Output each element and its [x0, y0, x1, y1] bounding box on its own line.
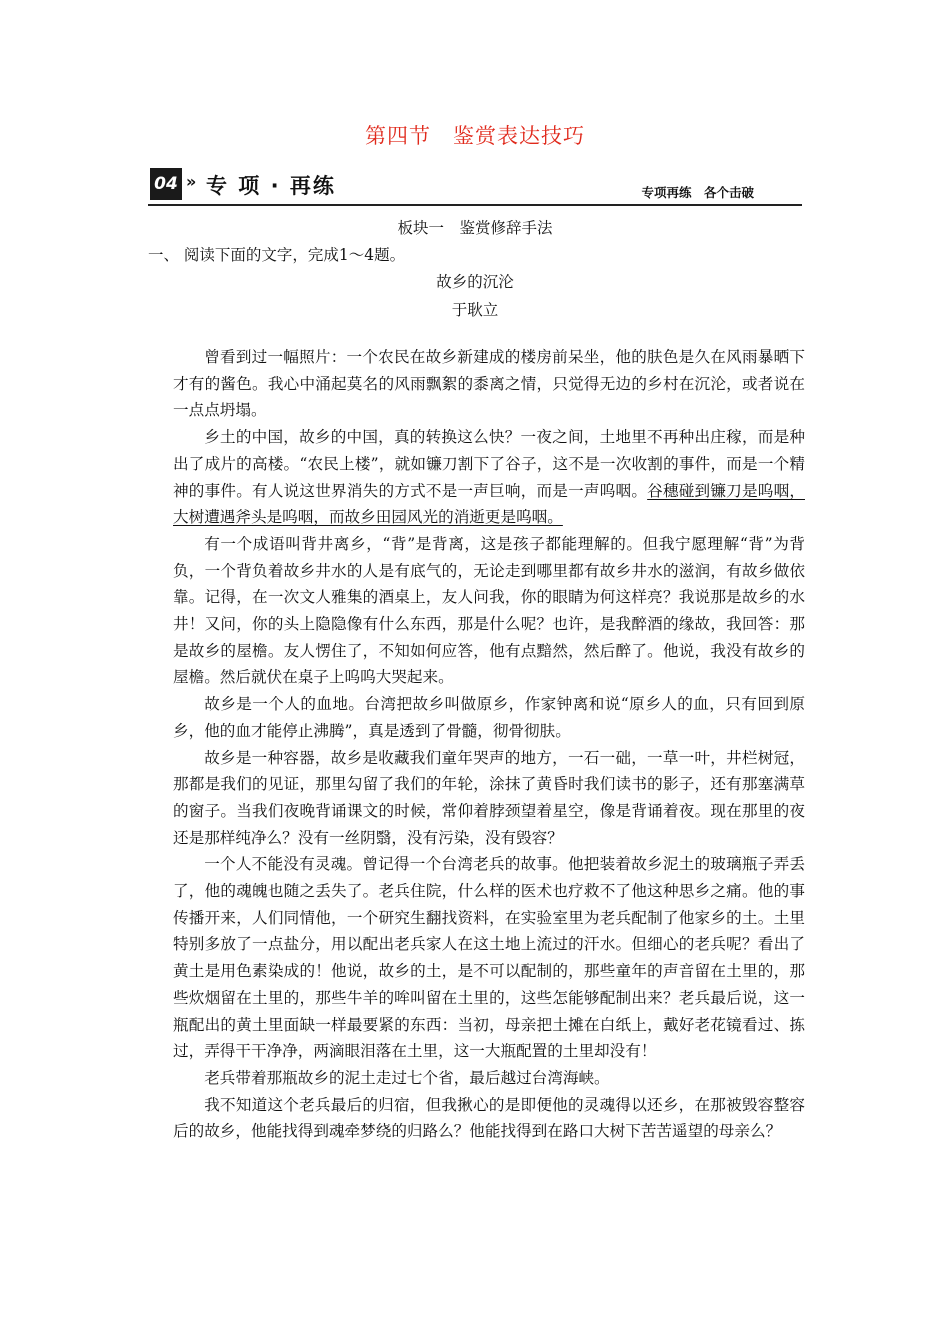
paragraph-2	[173, 424, 805, 531]
paragraph-5: 故乡是一种容器，故乡是收藏我们童年哭声的地方，一石一础，一草一叶，井栏树冠，那都是我们的见证，那里勾留了我们的年轮，涂抹了黄昏时我们读书的影子，还有那塞满草的窗子。当我们夜晚背诵课文的时候，常仰着脖颈望着星空，像是背诵着夜。现在那里的夜还是那样纯净么？没有一丝阴翳，没有污染，没有毁容？	[173, 748, 805, 847]
article-author: 于耿立	[451, 301, 499, 319]
paragraph-7: 老兵带着那瓶故乡的泥土走过七个省，最后越过台湾海峡。	[204, 1068, 610, 1087]
chevron-right-icon: »	[186, 172, 197, 191]
section-banner	[148, 168, 802, 206]
section-number-badge: 04	[150, 168, 182, 200]
underlined-sentence: 谷穗碰到镰刀是呜咽，大树遭遇斧头是呜咽，而故乡田园风光的消逝更是呜咽。	[173, 481, 805, 527]
page-title: 第四节 鉴赏表达技巧	[365, 124, 585, 148]
section-heading: 板块一 鉴赏修辞手法	[397, 219, 553, 237]
paragraph-2-text: 乡土的中国，故乡的中国，真的转换这么快？一夜之间，土地里不再种出庄稼，而是种出了成片的高楼。“农民上楼”，就如镰刀割下了谷子，这不是一次收割的事件，而是一个精神的事件。有人说这世界消失的方式不是一声巨响，而是一声呜咽。	[173, 428, 805, 500]
banner-title: 专 项 · 再练	[206, 174, 336, 198]
banner-subtitle: 专项再练 各个击破	[641, 185, 754, 200]
article-title: 故乡的沉沦	[436, 273, 514, 291]
article-body	[173, 344, 805, 1145]
paragraph-8: 我不知道这个老兵最后的归宿，但我揪心的是即便他的灵魂得以还乡，在那被毁容整容后的故乡，他能找得到魂牵梦绕的归路么？他能找得到在路口大树下苦苦遥望的母亲么？	[173, 1095, 805, 1141]
paragraph-1: 曾看到过一幅照片：一个农民在故乡新建成的楼房前呆坐，他的肤色是久在风雨暴晒下才有的酱色。我心中涌起莫名的风雨飘絮的黍离之情，只觉得无边的乡村在沉沦，或者说在一点点坍塌。	[173, 348, 805, 420]
question-intro: 一、 阅读下面的文字，完成1～4题。	[148, 246, 406, 264]
paragraph-6: 一个人不能没有灵魂。曾记得一个台湾老兵的故事。他把装着故乡泥土的玻璃瓶子弄丢了，他的魂魄也随之丢失了。老兵住院，什么样的医术也疗救不了他这种思乡之痛。他的事传播开来，人们同情他，一个研究生翻找资料，在实验室里为老兵配制了他家乡的土。土里特别多放了一点盐分，用以配出老兵家人在这土地上流过的汗水。但细心的老兵呢？看出了黄土是用色素染成的！他说，故乡的土，是不可以配制的，那些童年的声音留在土里的，那些炊烟留在土里的，那些牛羊的哞叫留在土里的，这些怎能够配制出来？老兵最后说，这一瓶配出的黄土里面缺一样最要紧的东西：当初，母亲把土摊在白纸上，戴好老花镜看过、拣过，弄得干干净净，两滴眼泪落在土里，这一大瓶配置的土里却没有！	[173, 855, 805, 1061]
paragraph-4: 故乡是一个人的血地。台湾把故乡叫做原乡，作家钟离和说“原乡人的血，只有回到原乡，他的血才能停止沸腾”，真是透到了骨髓，彻骨彻肤。	[173, 695, 805, 740]
paragraph-3: 有一个成语叫背井离乡，“背”是背离，这是孩子都能理解的。但我宁愿理解“背”为背负，一个背负着故乡井水的人是有底气的，无论走到哪里都有故乡井水的滋润，有故乡做依靠。记得，在一次文人雅集的酒桌上，友人问我，你的眼睛为何这样亮？我说那是故乡的水井！又问，你的头上隐隐像有什么东西，那是什么呢？也许，是我醉酒的缘故，我回答：那是故乡的屋檐。友人愣住了，不知如何应答，他有点黯然，然后醉了。他说，我没有故乡的屋檐。然后就伏在桌子上呜呜大哭起来。	[173, 534, 805, 687]
